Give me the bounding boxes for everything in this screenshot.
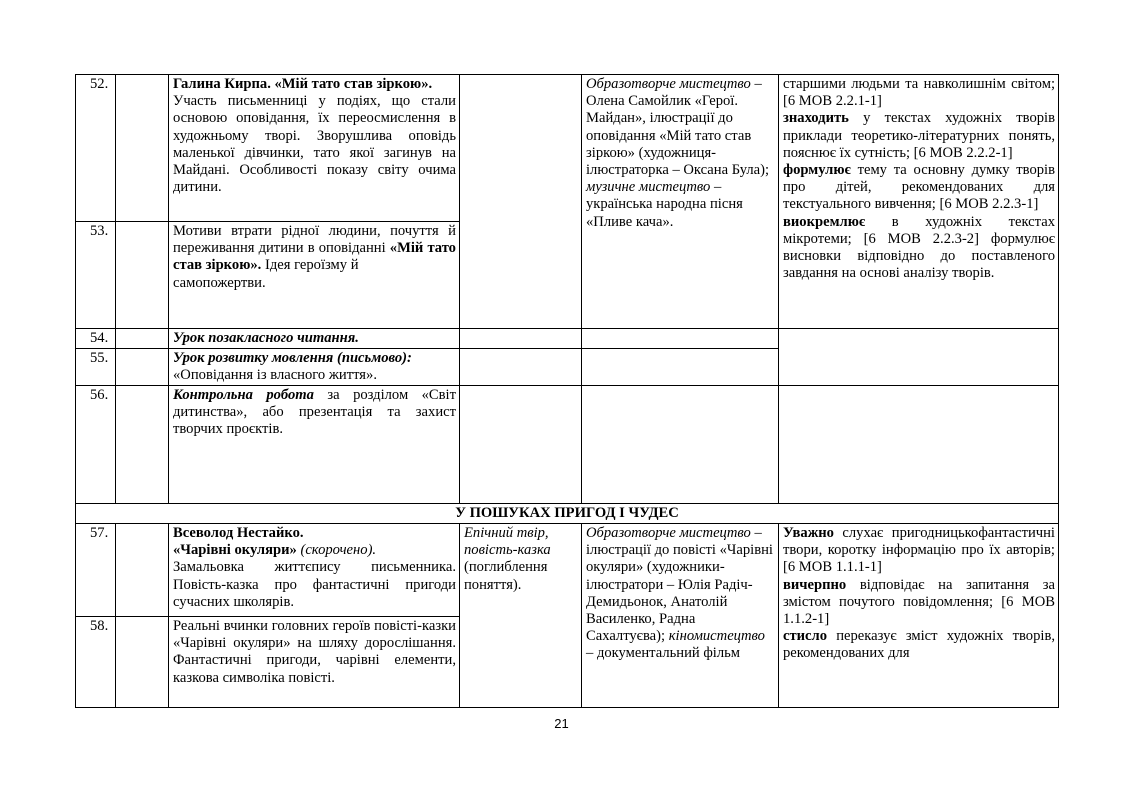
lesson-content — [169, 386, 460, 504]
results-keyword: стисло — [783, 628, 828, 645]
film-label: кіномистецтво — [668, 628, 765, 645]
results-text: відповідає на запитання за змістом почутого повідомлення; [6 МОВ 1.1.2-1] — [783, 576, 1055, 628]
lesson-text: самопожертви. — [173, 274, 266, 291]
table-row — [76, 524, 1059, 617]
lesson-title: «Чарівні окуляри» — [173, 542, 297, 559]
lesson-text: «Оповідання із власного життя». — [173, 367, 377, 384]
lesson-title: «Мій тато став зіркою». — [173, 240, 456, 274]
lesson-title: Урок позакласного читання. — [173, 330, 359, 346]
results-text: переказує зміст художніх творів, рекомендованих для — [783, 628, 1055, 662]
lesson-title: Урок розвитку мовлення (письмово): — [173, 350, 412, 366]
arts-cell — [582, 329, 779, 349]
arts-cell — [582, 75, 779, 329]
empty-cell — [116, 329, 169, 349]
empty-cell — [116, 524, 169, 617]
results-keyword: вичерпно — [783, 576, 847, 593]
lesson-text: Участь письменниці у подіях, що стали основою оповідання, їх переосмислення в художньому творі. Зворушлива оповідь маленької дівчинки, тато якої загинув на Майдані. Особливості показу світу очима дитини. — [173, 93, 456, 196]
results-keyword: формулює — [783, 162, 851, 179]
results-cell — [779, 75, 1059, 329]
art-text: – Олена Самойлик «Герої. Майдан», ілюстрації до оповідання «Мій тато став зіркою» (художниця-ілюстраторка – Оксана Була); — [586, 76, 770, 179]
theory-cell — [460, 75, 582, 329]
results-text: слухає пригодницькофантастичні твори, коротку інформацію про їх авторів; [6 МОВ 1.1.1-1] — [783, 525, 1055, 576]
row-number: 53. — [76, 222, 116, 329]
results-keyword: виокремлює — [783, 213, 866, 230]
empty-cell — [116, 349, 169, 386]
results-text: тему та основну думку творів про дітей, рекомендованих для текстуального вивчення; [6 МОВ 2.2.3-1] — [783, 162, 1055, 213]
lesson-content — [169, 75, 460, 222]
art-text: – ілюстрації до повісті «Чарівні окуляри» (художники-ілюстратори – Юлія Радіч-Демидьонок, Анатолій Василенко, Радна Сахалтуєва); — [586, 525, 773, 645]
lesson-author: Всеволод Нестайко. — [173, 525, 304, 541]
empty-cell — [116, 75, 169, 222]
lesson-note: (скорочено). — [300, 542, 377, 559]
art-label: Образотворче мистецтво — [586, 76, 751, 92]
arts-cell — [582, 349, 779, 386]
row-number: 55. — [76, 349, 116, 386]
lesson-content — [169, 524, 460, 617]
table-row — [76, 75, 1059, 222]
lesson-text: Замальовка життєпису письменника. Повість-казка про фантастичні пригоди сучасних школярів. — [173, 559, 456, 610]
theory-label: Епічний твір, повість-казка — [464, 525, 551, 559]
section-title: У ПОШУКАХ ПРИГОД І ЧУДЕС — [76, 504, 1059, 524]
table-row — [76, 386, 1059, 504]
curriculum-table — [75, 74, 1059, 708]
lesson-title: Галина Кирпа. «Мій тато став зіркою». — [173, 76, 433, 92]
results-text: у текстах художніх творів приклади теоретико-літературних понять, пояснює їх сутність; [6 МОВ 2.2.2-1] — [783, 110, 1055, 161]
art-label: Образотворче мистецтво — [586, 525, 751, 541]
table-row — [76, 329, 1059, 349]
row-number: 58. — [76, 617, 116, 708]
lesson-text: за розділом «Світ дитинства», або презентація та захист творчих проєктів. — [173, 387, 456, 438]
results-text: старшими людьми та навколишнім світом; [6 МОВ 2.2.1-1] — [783, 76, 1055, 110]
empty-cell — [116, 222, 169, 329]
lesson-text: Реальні вчинки головних героїв повісті-казки «Чарівні окуляри» на шляху дорослішання. Фантастичні пригоди, чарівні елементи, казкова символіка повісті. — [173, 618, 456, 686]
section-row — [76, 504, 1059, 524]
music-text: – українська народна пісня «Пливе кача». — [586, 179, 743, 230]
results-cell — [779, 386, 1059, 504]
results-keyword: Уважно — [783, 525, 834, 541]
results-cell — [779, 524, 1059, 708]
lesson-text: Ідея героїзму й — [264, 257, 359, 274]
empty-cell — [116, 386, 169, 504]
results-cell — [779, 329, 1059, 386]
film-text: – документальний фільм — [586, 645, 741, 662]
empty-cell — [116, 617, 169, 708]
lesson-title: Контрольна робота — [173, 387, 314, 403]
theory-cell — [460, 386, 582, 504]
row-number: 57. — [76, 524, 116, 617]
theory-cell — [460, 524, 582, 708]
theory-cell — [460, 329, 582, 349]
lesson-content — [169, 329, 460, 349]
page-number: 21 — [554, 716, 569, 731]
lesson-content — [169, 617, 460, 708]
lesson-text: Мотиви втрати рідної людини, почуття й переживання дитини в оповіданні — [173, 223, 456, 257]
theory-cell — [460, 349, 582, 386]
row-number: 54. — [76, 329, 116, 349]
results-keyword: знаходить — [783, 110, 849, 127]
music-label: музичне мистецтво — [586, 179, 711, 196]
row-number: 52. — [76, 75, 116, 222]
arts-cell — [582, 524, 779, 708]
arts-cell — [582, 386, 779, 504]
lesson-content — [169, 222, 460, 329]
results-text: в художніх текстах мікротеми; [6 МОВ 2.2.3-2] формулює висновки відповідно до поставленого завдання на основі аналізу творів. — [783, 213, 1055, 282]
theory-text: (поглиблення поняття). — [464, 559, 548, 593]
lesson-content — [169, 349, 460, 386]
row-number: 56. — [76, 386, 116, 504]
